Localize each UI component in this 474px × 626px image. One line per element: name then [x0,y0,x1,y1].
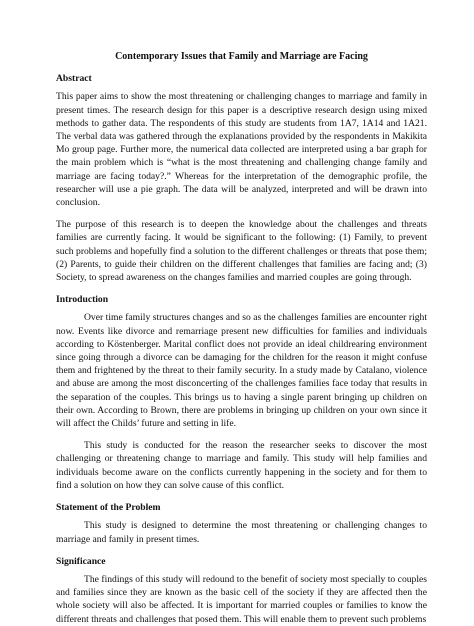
statement-heading: Statement of the Problem [56,502,161,514]
introduction-paragraph: This study is conducted for the reason the researcher seeks to discover the most challenging or threatening change to marriage and family. This study will help families and individuals become aware on the conflicts currently happening in the society and for them to find a solution on how they can solve cause of this conflict. [56,440,427,491]
significance-heading: Significance [56,555,106,567]
introduction-paragraph: Over time family structures changes and so as the challenges families are encounter right now. Events like divorce and remarriage present new difficulties for families and individuals according to Köstenberger. Marital conflict does not provide an ideal childrearing environment since going through a divorce can be damaging for the children for the reason it might confuse them and frightened by the threat to their family security. In a study made by Catalano, violence and abuse are among the most disconcerting of the challenges families face today that results in the separation of the couples. This brings us to having a single parent bringing up children on their own. According to Brown, there are problems in bringing up children on your own since it will affect the Childs’ future and setting in life. [56,312,427,430]
abstract-paragraph: The purpose of this research is to deepen the knowledge about the challenges and threats families are currently facing. It would be significant to the following: (1) Family, to prevent such problems and hopefully find a solution to the different challenges or threats that pose them; (2) Parents, to guide their children on the different challenges that families are facing and; (3) Society, to spread awareness on the changes families and married couples are going through. [56,219,427,284]
significance-paragraph: The findings of this study will redound to the benefit of society most specially to couples and families since they are known as the basic cell of the society if they are affected then the whole society will also be affected. It is important for married couples or families to know the different threats and challenges that posed them. This will enable them to prevent such problems [56,573,427,625]
paper-title: Contemporary Issues that Family and Marriage are Facing [115,51,368,62]
introduction-heading: Introduction [56,294,109,306]
abstract-paragraph: This paper aims to show the most threatening or challenging changes to marriage and family in present times. The research design for this paper is a descriptive research design using mixed methods to gather data. The respondents of this study are students from 1A7, 1A14 and 1A21. The verbal data was gathered through the explanations provided by the respondents in Makikita Mo group page. Further more, the numerical data collected are interpreted using a bar graph for the main problem which is “what is the most threatening and challenging change family and marriage are facing today?.” Whereas for the interpretation of the demographic profile, the researcher will use a pie graph. The data will be analyzed, interpreted and will be drawn into conclusion. [56,91,427,209]
abstract-heading: Abstract [56,73,92,85]
statement-paragraph: This study is designed to determine the most threatening or challenging changes to marriage and family in present times. [56,520,427,545]
